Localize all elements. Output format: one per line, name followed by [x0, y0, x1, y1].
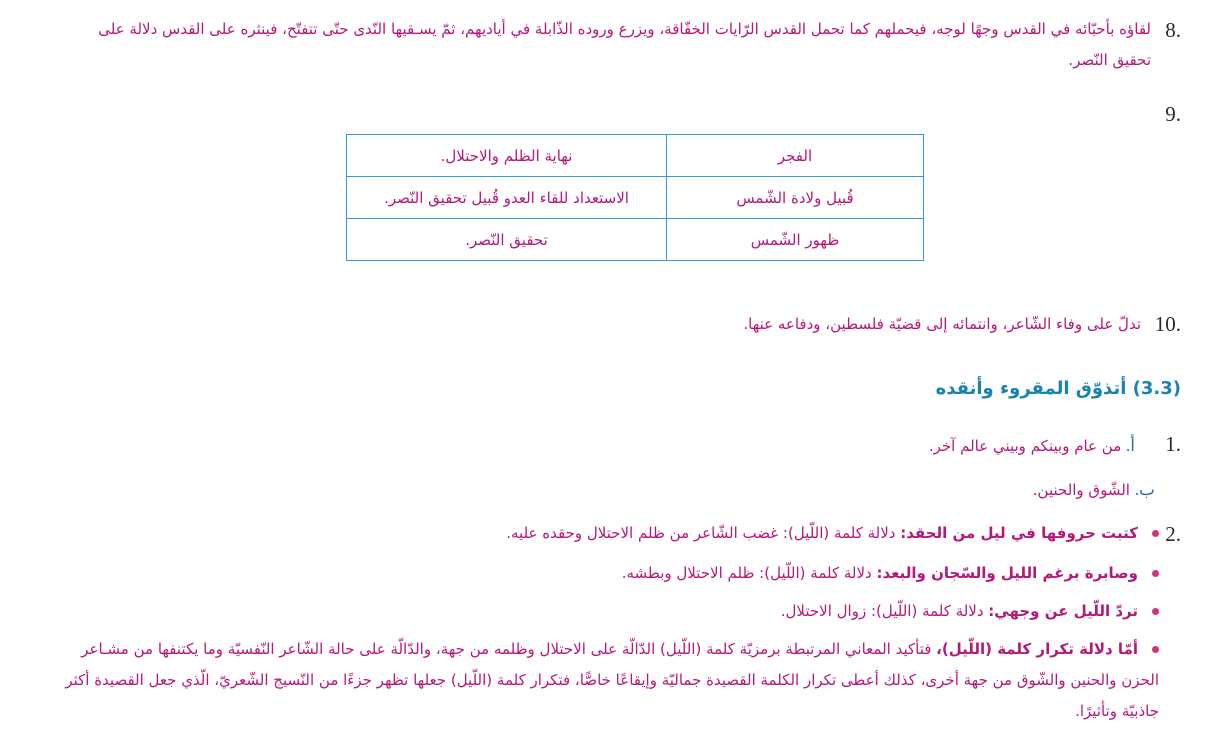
item-10-text: تدلّ على وفاء الشّاعر، وانتمائه إلى قضيّة فلسطين، ودفاعه عنها. — [743, 315, 1141, 333]
q2-bullet-1-bold: كتبت حروفها في ليل من الحقد: — [900, 524, 1138, 542]
q1-a-letter: أ. — [1126, 436, 1135, 455]
q1-b-letter: ب. — [1134, 480, 1155, 499]
item-8-text: لقاؤه بأحبّائه في القدس وجهًا لوجه، فيحملهم كما تحمل القدس الرّايات الخفّاقة، ويزرع وروده الذّابلة في أياديهم، ثمّ يسـقيها النّدى حتّى تتفتّح، فينثره على القدس دلالة على تحقيق النّصر. — [98, 20, 1151, 69]
q2-bullet-2-bold: وصابرة برغم الليل والسّجان والبعد: — [876, 564, 1138, 582]
table-cell-term: قُبيل ولادة الشّمس — [667, 177, 924, 219]
table-cell-term: الفجر — [667, 135, 924, 177]
table-row — [347, 219, 924, 261]
q1-number: 1. — [1165, 432, 1181, 456]
table-cell-meaning: تحقيق النّصر. — [347, 219, 667, 261]
table-cell-meaning: الاستعداد للقاء العدو قُبيل تحقيق النّصر. — [347, 177, 667, 219]
q2-number: 2. — [1165, 522, 1181, 546]
bullet-icon — [1152, 570, 1159, 577]
q1-a-text: من عام وبينكم وبيني عالم آخر. — [928, 437, 1122, 455]
q2-bullet-1-text: دلالة كلمة (اللّيل): غضب الشّاعر من ظلم الاحتلال وحقده عليه. — [506, 524, 901, 542]
item-9-number: 9. — [1165, 102, 1181, 126]
table-row — [347, 177, 924, 219]
q2-bullet-2 — [622, 558, 1159, 589]
q2-bullet-3-text: دلالة كلمة (اللّيل): زوال الاحتلال. — [780, 602, 989, 620]
q1-a — [929, 430, 1135, 462]
q2-bullet-4-text: فتأكيد المعاني المرتبطة برمزيّة كلمة (اللّيل) الدّالّة على الاحتلال وظلمه من جهة، والدّالّة على حالة الشّاعر النّفسيّة وما يكتنفها من مشـاعر الحزن والحنين والشّوق من جهة أخرى، كذلك أعطى تكرار الكلمة القصيدة جماليّة وإيقاعًا خاصًّا، فتكرار كلمة (اللّيل) جعلها تظهر جزءًا من النّسيج الشّعريّ، الّذي جعل القصيدة أكثر جاذبيّة وتأثيرًا. — [65, 640, 1159, 720]
bullet-icon — [1152, 646, 1159, 653]
q1-b-text: الشّوق والحنين. — [1032, 481, 1130, 499]
q2-bullet-4 — [59, 634, 1159, 727]
section-title: (3.3) أتذوّق المقروء وأنقده — [935, 378, 1181, 399]
item-8-number: 8. — [1165, 18, 1181, 42]
q2-bullet-3-bold: تردّ اللّيل عن وجهي: — [988, 602, 1138, 620]
bullet-icon — [1152, 530, 1159, 537]
q1-b — [1033, 474, 1155, 506]
item-10-number: 10. — [1154, 312, 1181, 336]
q2-bullet-1 — [506, 518, 1159, 549]
item-9-table — [346, 134, 924, 261]
q2-bullet-4-bold: أمّا دلالة تكرار كلمة (اللّيل)، — [936, 640, 1138, 658]
table-cell-meaning: نهاية الظلم والاحتلال. — [347, 135, 667, 177]
q2-bullet-3 — [781, 596, 1159, 627]
table-cell-term: ظهور الشّمس — [667, 219, 924, 261]
table-row — [347, 135, 924, 177]
q2-bullet-2-text: دلالة كلمة (اللّيل): ظلم الاحتلال وبطشه. — [621, 564, 877, 582]
bullet-icon — [1152, 608, 1159, 615]
